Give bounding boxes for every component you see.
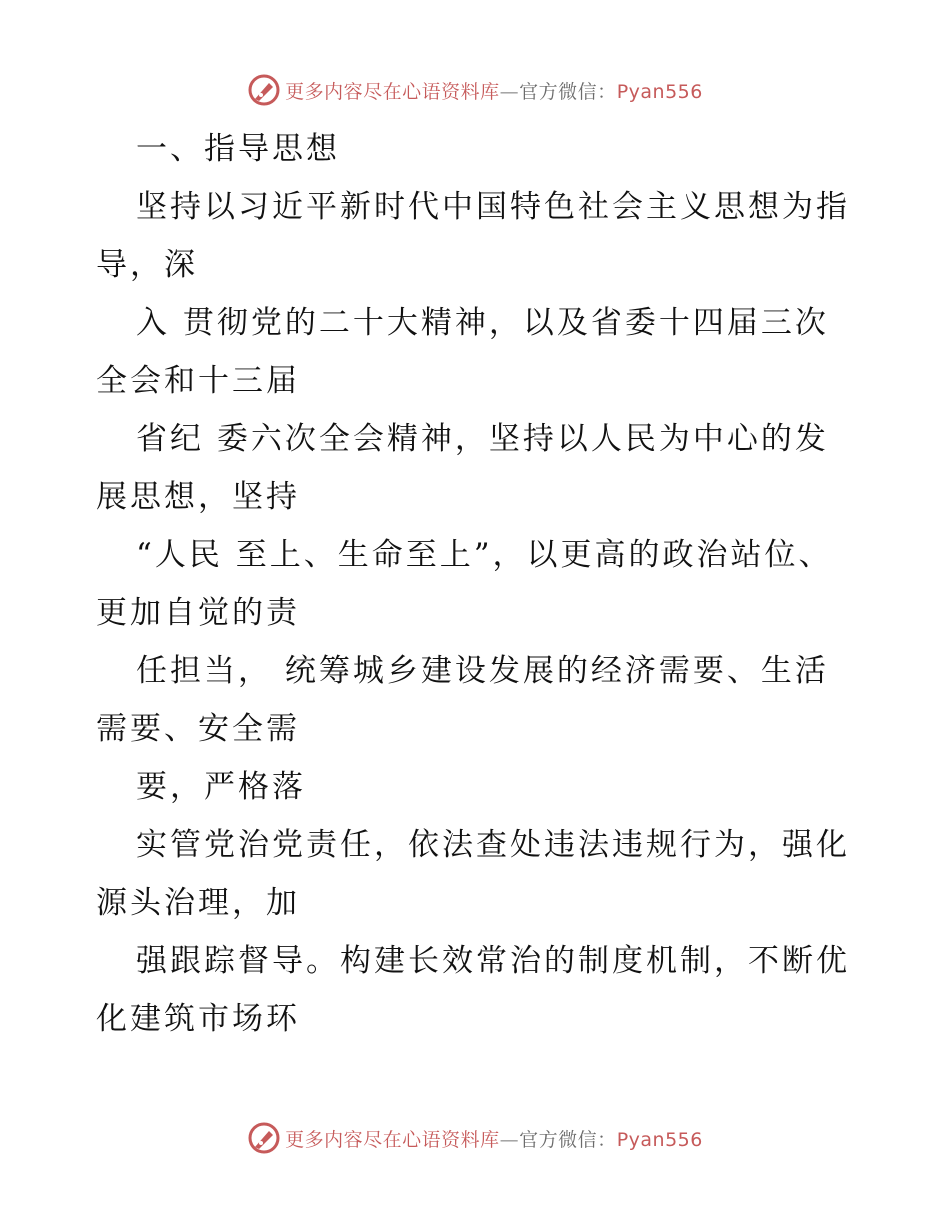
section-heading: 一、指导思想: [136, 131, 340, 167]
watermark-text: [285, 77, 703, 104]
paragraph-line: 省纪 委六次全会精神，坚持以人民为中心的发: [136, 421, 829, 457]
header-watermark: [0, 70, 950, 110]
paragraph-line: 化建筑市场环: [96, 1001, 300, 1037]
paragraph-line: 要，严格落: [136, 769, 306, 805]
watermark-account: Pyan556: [616, 1128, 703, 1151]
document-body: [96, 120, 856, 1048]
watermark-official-label: 官方微信：: [519, 1128, 617, 1151]
watermark-dash: —: [499, 1128, 520, 1151]
watermark-text: [285, 1125, 703, 1152]
paragraph-line: 任担当， 统筹城乡建设发展的经济需要、生活: [136, 653, 829, 689]
paragraph-line: 坚持以习近平新时代中国特色社会主义思想为指: [136, 189, 850, 225]
paragraph-line: 更加自觉的责: [96, 595, 300, 631]
paragraph-line: 展思想，坚持: [96, 479, 300, 515]
paragraph-line: 导，深: [96, 247, 198, 283]
paragraph-line: 需要、安全需: [96, 711, 300, 747]
fountain-pen-nib-icon: [247, 73, 281, 107]
paragraph-line: 全会和十三届: [96, 363, 300, 399]
watermark-brand: 更多内容尽在心语资料库: [285, 80, 500, 103]
paragraph-line: “人民 至上、生命至上”，以更高的政治站位、: [136, 537, 833, 573]
paragraph-line: 实管党治党责任，依法查处违法违规行为，强化: [136, 827, 850, 863]
watermark-account: Pyan556: [616, 80, 703, 103]
paragraph-line: 强跟踪督导。构建长效常治的制度机制，不断优: [136, 943, 850, 979]
watermark-official-label: 官方微信：: [519, 80, 617, 103]
fountain-pen-nib-icon: [247, 1121, 281, 1155]
watermark-brand: 更多内容尽在心语资料库: [285, 1128, 500, 1151]
watermark-dash: —: [499, 80, 520, 103]
footer-watermark: [0, 1118, 950, 1158]
paragraph-line: 源头治理，加: [96, 885, 300, 921]
paragraph-line: 入 贯彻党的二十大精神，以及省委十四届三次: [136, 305, 829, 341]
